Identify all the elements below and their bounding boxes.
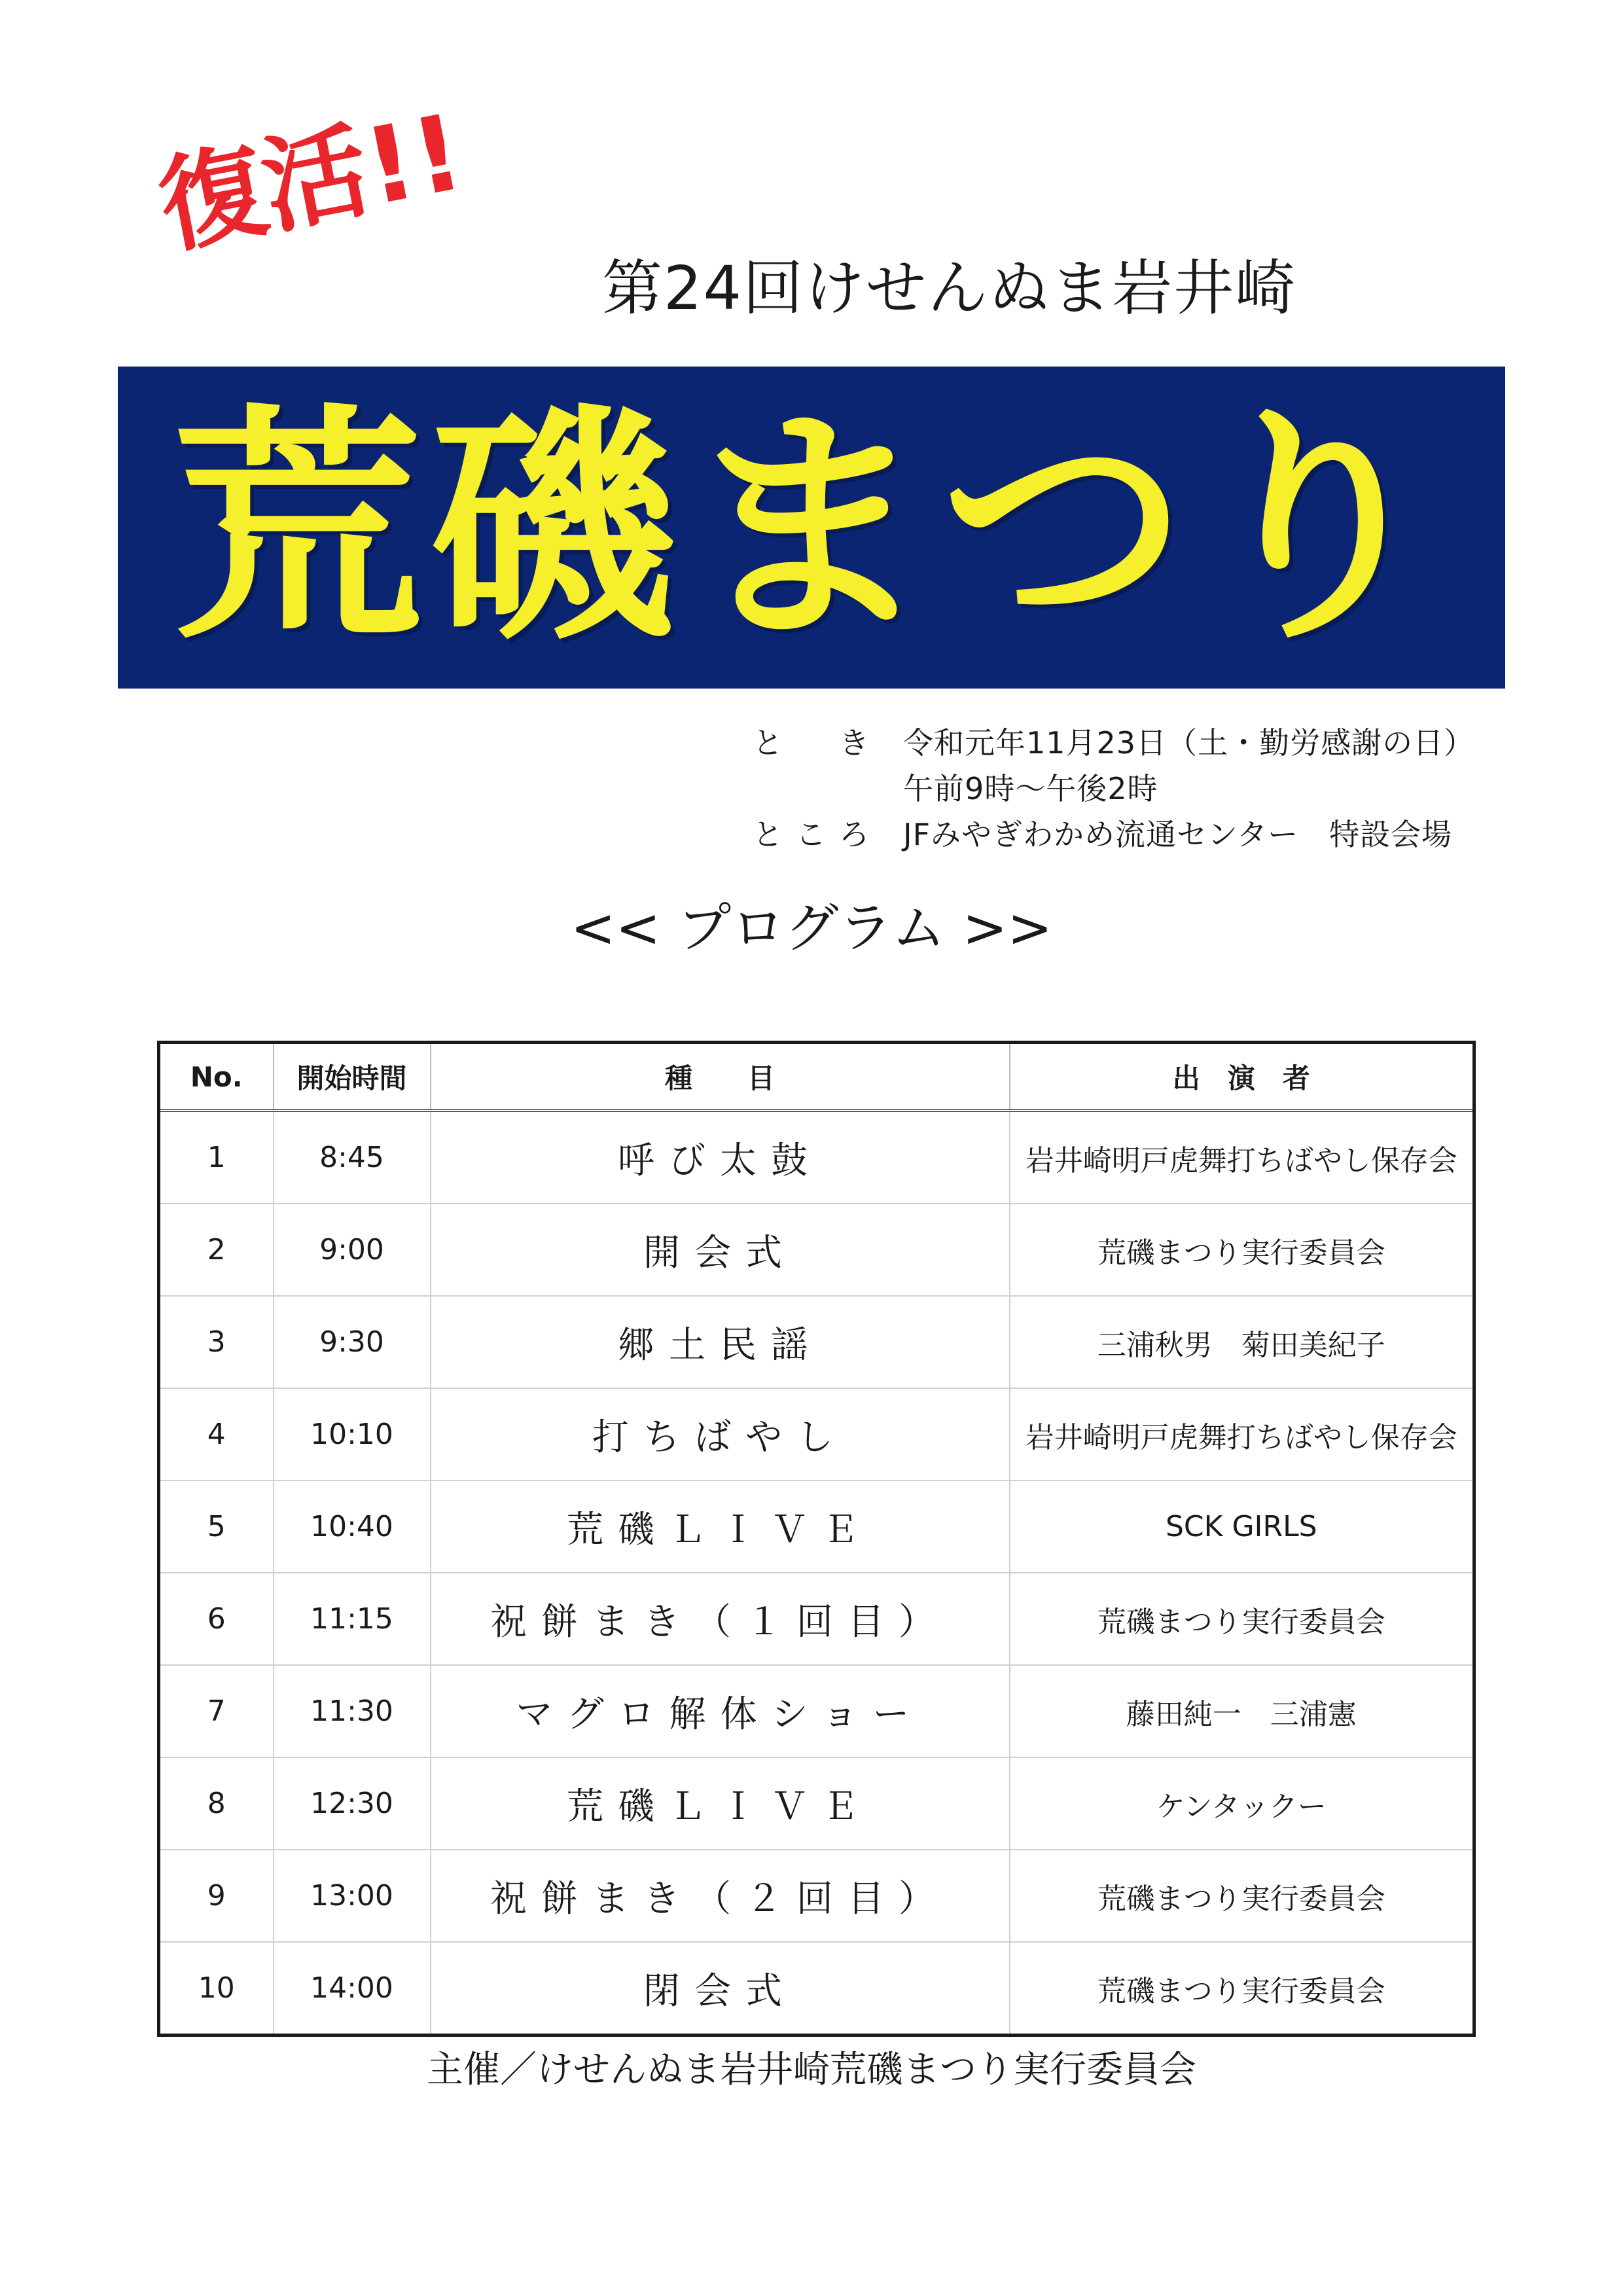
row-time: 11:15 [274, 1573, 431, 1665]
event-subtitle: 第24回けせんぬま岩井崎 [602, 253, 1297, 323]
row-time: 12:30 [274, 1757, 431, 1850]
table-row [159, 1573, 1474, 1665]
row-performer: 岩井崎明戸虎舞打ちばやし保存会 [1010, 1388, 1474, 1480]
info-row-when [753, 720, 1474, 766]
table-row [159, 1296, 1474, 1388]
row-performer: ケンタックー [1010, 1757, 1474, 1850]
table-row [159, 1757, 1474, 1850]
row-event: 郷土民謡 [431, 1296, 1010, 1388]
row-time: 8:45 [274, 1111, 431, 1204]
row-event: 荒磯ＬＩＶＥ [431, 1757, 1010, 1850]
title-banner [118, 367, 1505, 689]
when-label: と き [753, 725, 882, 761]
row-event: 荒磯ＬＩＶＥ [431, 1480, 1010, 1573]
table-row [159, 1850, 1474, 1942]
revival-callout: 復活!! [149, 90, 473, 269]
row-event: 閉会式 [431, 1942, 1010, 2036]
info-row-where [753, 812, 1474, 857]
row-event: 祝餅まき（１回目） [431, 1573, 1010, 1665]
row-performer: 荒磯まつり実行委員会 [1097, 1974, 1385, 2008]
when-value: 令和元年11月23日（土・勤労感謝の日） [903, 725, 1475, 761]
table-row [159, 1480, 1474, 1573]
program-table [157, 1041, 1476, 2037]
row-no: 1 [159, 1111, 274, 1204]
row-no: 4 [159, 1388, 274, 1480]
row-no: 5 [159, 1480, 274, 1573]
row-performer: 荒磯まつり実行委員会 [1010, 1573, 1474, 1665]
table-row [159, 1665, 1474, 1757]
info-row-time [753, 766, 1474, 812]
program-heading: << プログラム >> [570, 897, 1053, 960]
where-label: ところ [753, 817, 882, 852]
row-performer: SCK GIRLS [1010, 1480, 1474, 1573]
event-info [753, 720, 1474, 857]
header-start-time: 開始時間 [274, 1043, 431, 1111]
row-performer: 荒磯まつり実行委員会 [1010, 1850, 1474, 1942]
row-time: 13:00 [274, 1850, 431, 1942]
where-value: JFみやぎわかめ流通センター 特設会場 [903, 817, 1453, 852]
row-no: 2 [159, 1204, 274, 1296]
table-row [159, 1111, 1474, 1204]
row-event: 祝餅まき（２回目） [431, 1850, 1010, 1942]
header-event: 種 目 [431, 1043, 1010, 1111]
row-event: 開会式 [431, 1204, 1010, 1296]
table-header-row [159, 1043, 1474, 1111]
row-performer: 藤田純一 三浦憲 [1010, 1665, 1474, 1757]
row-time: 10:10 [274, 1388, 431, 1480]
row-performer: 三浦秋男 菊田美紀子 [1010, 1296, 1474, 1388]
row-time: 9:30 [274, 1296, 431, 1388]
organizer: 主催／けせんぬま岩井崎荒磯まつり実行委員会 [427, 2049, 1196, 2091]
row-event: 呼び太鼓 [431, 1111, 1010, 1204]
row-no: 9 [159, 1850, 274, 1942]
program-table-body [159, 1111, 1474, 2036]
row-no: 6 [159, 1573, 274, 1665]
header-no: No. [159, 1043, 274, 1111]
row-time: 9:00 [274, 1204, 431, 1296]
table-row [159, 1204, 1474, 1296]
table-row [159, 1388, 1474, 1480]
time-label-spacer [753, 766, 903, 812]
row-time: 14:00 [274, 1942, 431, 2036]
row-no: 8 [159, 1757, 274, 1850]
header-performer: 出 演 者 [1010, 1043, 1474, 1111]
row-no: 10 [159, 1942, 274, 2036]
row-time: 11:30 [274, 1665, 431, 1757]
table-row [159, 1942, 1474, 2036]
row-event: 打ちばやし [431, 1388, 1010, 1480]
row-performer: 荒磯まつり実行委員会 [1010, 1204, 1474, 1296]
row-performer: 岩井崎明戸虎舞打ちばやし保存会 [1010, 1111, 1474, 1204]
row-event: マグロ解体ショー [431, 1665, 1010, 1757]
row-time: 10:40 [274, 1480, 431, 1573]
time-value: 午前9時〜午後2時 [903, 771, 1158, 806]
row-no: 3 [159, 1296, 274, 1388]
row-no: 7 [159, 1665, 274, 1757]
event-title: 荒磯まつり [173, 381, 1450, 673]
